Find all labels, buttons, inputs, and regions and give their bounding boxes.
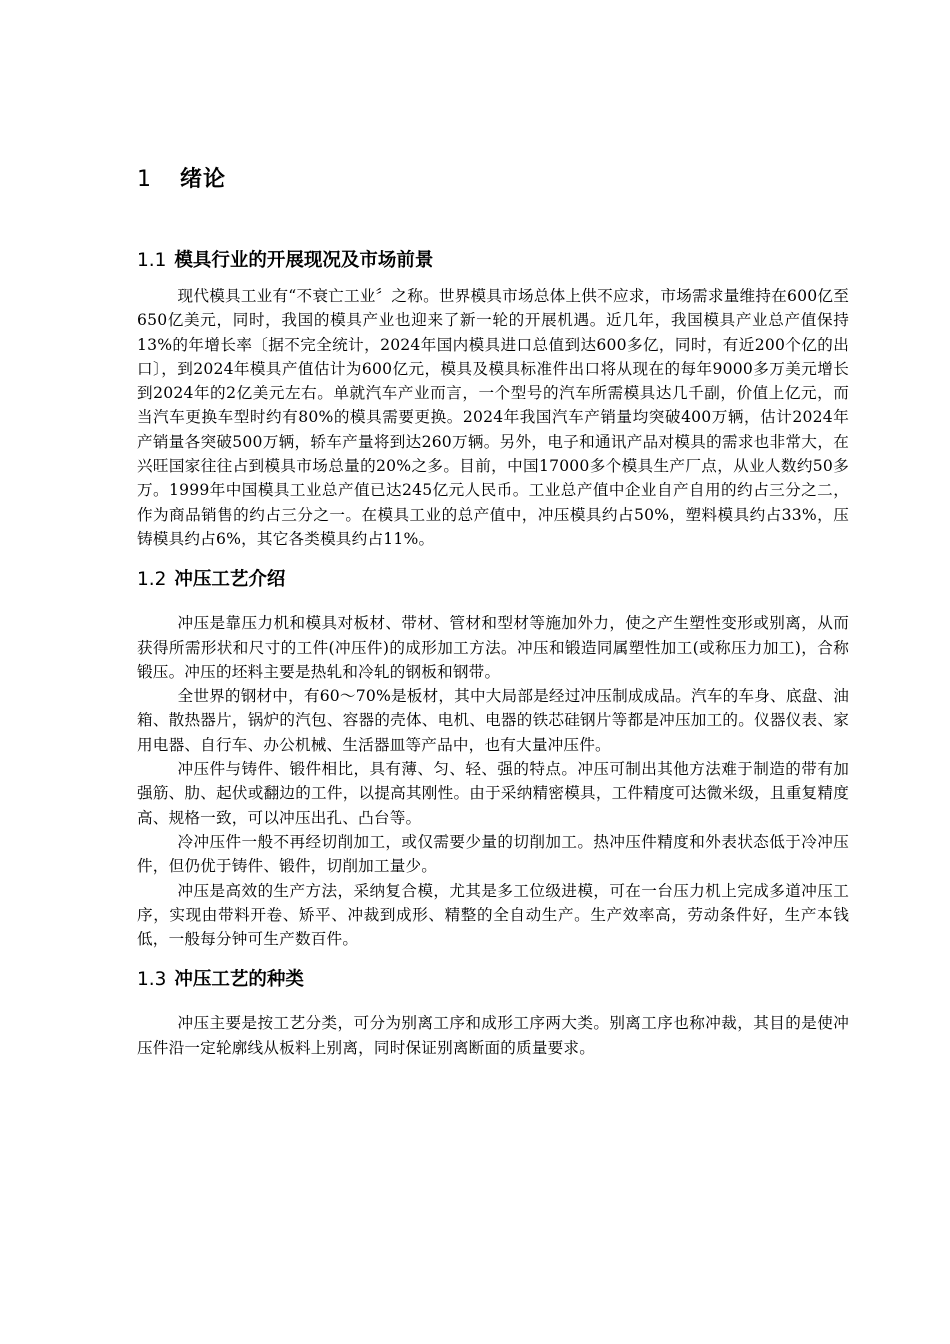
section-number: 1.1 bbox=[137, 250, 167, 271]
paragraph: 冲压是高效的生产方法，采纳复合模，尤其是多工位级进模，可在一台压力机上完成多道冲压工序，实现由带料开卷、矫平、冲裁到成形、精整的全自动生产。生产效率高，劳动条件好，生产本钱低，一般每分钟可生产数百件。 bbox=[137, 881, 849, 949]
paragraph: 冲压主要是按工艺分类，可分为别离工序和成形工序两大类。别离工序也称冲裁，其目的是使冲压件沿一定轮廓线从板料上别离，同时保证别离断面的质量要求。 bbox=[137, 1014, 849, 1057]
section-1-3 bbox=[137, 963, 849, 1060]
section-title: 冲压工艺的种类 bbox=[174, 969, 304, 991]
chapter-heading bbox=[137, 160, 849, 200]
section-heading bbox=[137, 563, 849, 597]
paragraph: 冷冲压件一般不再经切削加工，或仅需要少量的切削加工。热冲压件精度和外表状态低于冷冲压件，但仍优于铸件、锻件，切削加工量少。 bbox=[137, 832, 849, 876]
section-heading bbox=[137, 244, 849, 278]
paragraph: 现代模具工业有“不衰亡工业〞之称。世界模具市场总体上供不应求，市场需求量维持在600亿至650亿美元，同时，我国的模具产业也迎来了新一轮的开展机遇。近几年，我国模具产业总产值保持13%的年增长率〔据不完全统计，2024年国内模具进口总值到达600多亿，同时，有近200个亿的出口〕，到2024年模具产值估计为600亿元，模具及模具标准件出口将从现在的每年9000多万美元增长到2024年的2亿美元左右。单就汽车产业而言，一个型号的汽车所需模具达几千副，价值上亿元，而当汽车更换车型时约有80%的模具需要更换。2024年我国汽车产销量均突破400万辆，估计2024年产销量各突破500万辆，轿车产量将到达260万辆。另外，电子和通讯产品对模具的需求也非常大，在兴旺国家往往占到模具市场总量的20%之多。目前，中国17000多个模具生产厂点，从业人数约50多万。1999年中国模具工业总产值已达245亿元人民币。工业总产值中企业自产自用的约占三分之二，作为商品销售的约占三分之一。在模具工业的总产值中，冲压模具约占50%，塑料模具约占33%，压铸模具约占6%，其它各类模具约占11%。 bbox=[137, 287, 849, 548]
section-1-2 bbox=[137, 563, 849, 951]
section-1-1 bbox=[137, 244, 849, 551]
section-heading bbox=[137, 963, 849, 997]
paragraph: 冲压件与铸件、锻件相比，具有薄、匀、轻、强的特点。冲压可制出其他方法难于制造的带有加强筋、肋、起伏或翻边的工件，以提高其刚性。由于采纳精密模具，工件精度可达微米级，且重复精度高、规格一致，可以冲压出孔、凸台等。 bbox=[137, 760, 849, 827]
document-page bbox=[137, 160, 849, 1072]
paragraph: 全世界的钢材中，有60～70%是板材，其中大局部是经过冲压制成成品。汽车的车身、底盘、油箱、散热器片，锅炉的汽包、容器的壳体、电机、电器的铁芯硅钢片等都是冲压加工的。仪器仪表、家用电器、自行车、办公机械、生活器皿等产品中，也有大量冲压件。 bbox=[137, 687, 850, 754]
chapter-number: 1 bbox=[137, 167, 152, 192]
section-title: 冲压工艺介绍 bbox=[174, 569, 286, 591]
section-title: 模具行业的开展现况及市场前景 bbox=[174, 250, 434, 271]
section-number: 1.3 bbox=[137, 969, 167, 991]
section-number: 1.2 bbox=[137, 569, 167, 591]
paragraph: 冲压是靠压力机和模具对板材、带材、管材和型材等施加外力，使之产生塑性变形或别离，从而获得所需形状和尺寸的工件(冲压件)的成形加工方法。冲压和锻造同属塑性加工(或称压力加工)，合称锻压。冲压的坯料主要是热轧和冷轧的钢板和钢带。 bbox=[137, 614, 849, 681]
chapter-title: 绪论 bbox=[180, 167, 227, 192]
